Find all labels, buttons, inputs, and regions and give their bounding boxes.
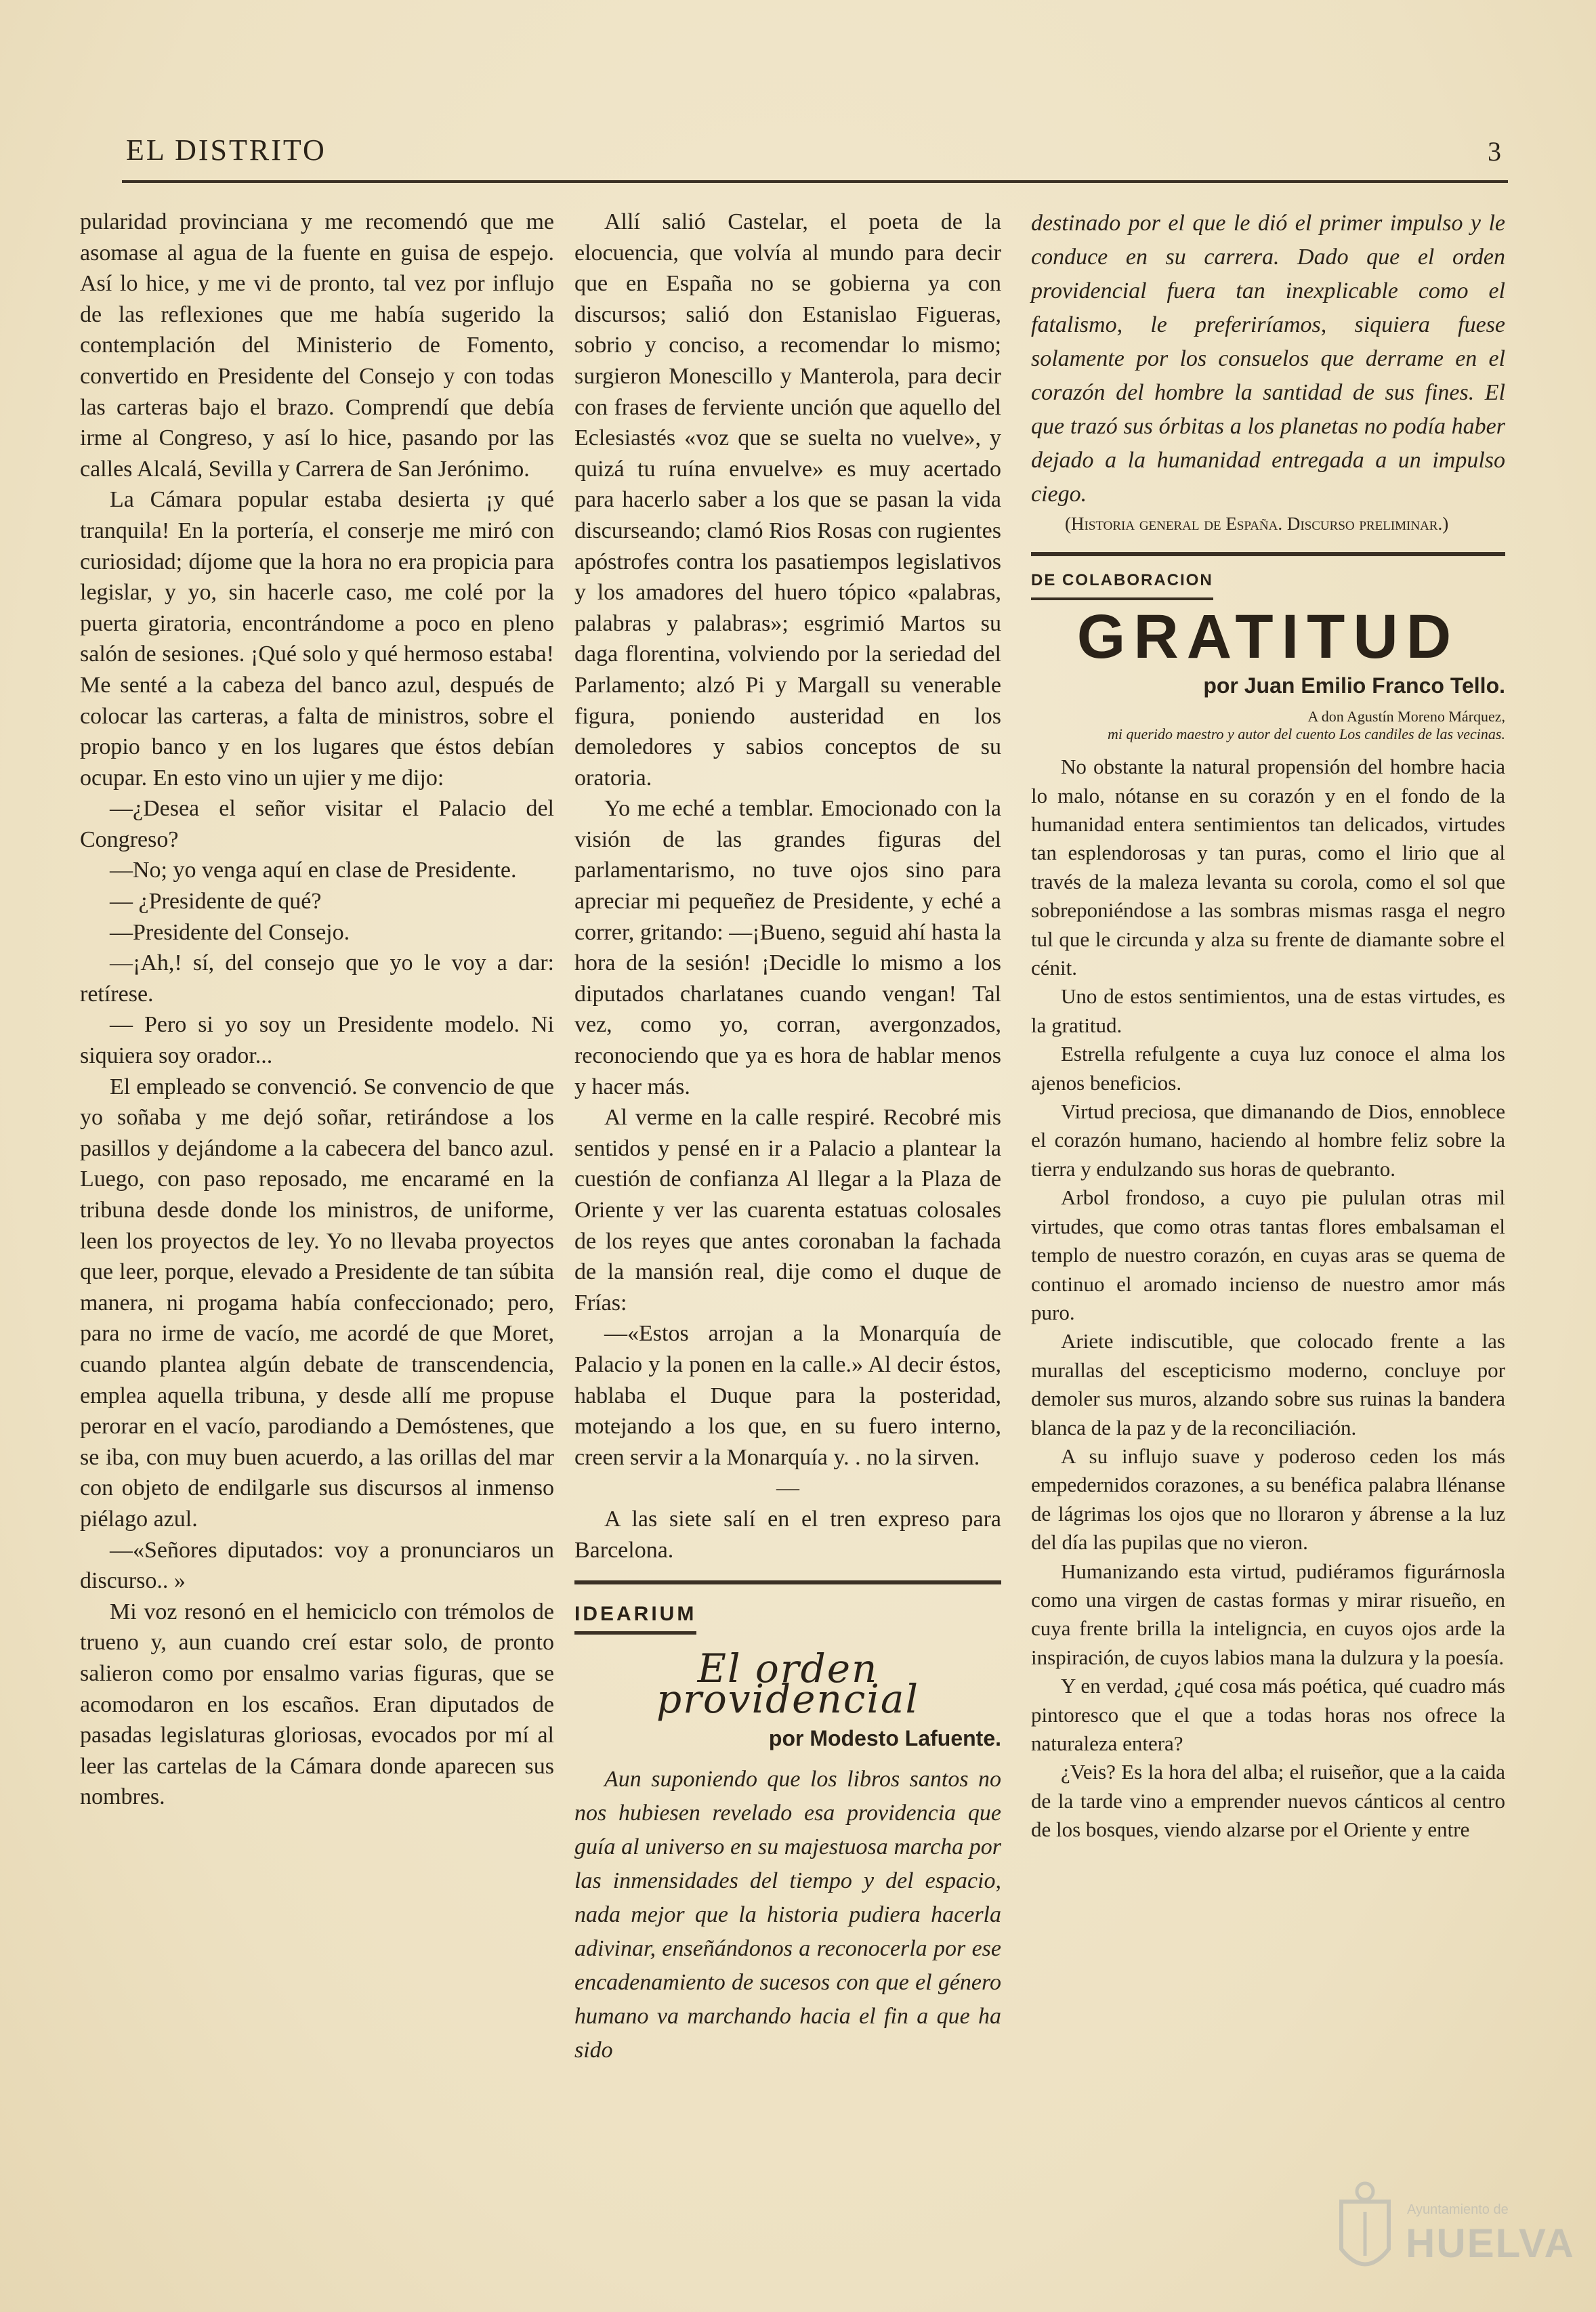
dialogue-line: —«Señores diputados: voy a pronunciaros un discurso.. » <box>80 1537 554 1594</box>
paragraph: A su influjo suave y poderoso ceden los más empedernidos corazones, a su benéfica palabra llénanse de lágrimas los ojos que no lloraron y ábrense a la luz del día las pupilas que no vieron. <box>1031 1444 1505 1555</box>
paragraph: pularidad provinciana y me recomendó que me asomase al agua de la fuente en guisa de espejo. Así lo hice, y me vi de pronto, tal vez por influjo de las reflexiones que me había sugerido la contemplación del Ministerio de Fomento, convertido en Presidente del Consejo y con todas las carteras bajo el brazo. Comprendí que debía irme al Congreso, y así lo hice, pasando por las calles Alcalá, Sevilla y Carrera de San Jerónimo. <box>80 209 554 482</box>
paragraph: A las siete salí en el tren expreso para Barcelona. <box>574 1506 1001 1563</box>
article-title: El orden providencial <box>656 1645 920 1723</box>
watermark-subtitle: Ayuntamiento de <box>1407 2202 1509 2217</box>
dedication-line: mi querido maestro y autor del cuento Los candiles de las vecinas. <box>1108 726 1505 743</box>
dedication <box>1031 708 1505 743</box>
dialogue-line: — Pero si yo soy un Presidente modelo. Ni siquiera soy orador... <box>80 1012 554 1069</box>
dialogue-line: —No; yo venga aquí en clase de Presidente. <box>110 858 517 883</box>
separator-dash: — <box>776 1475 799 1501</box>
page-number: 3 <box>1488 136 1501 167</box>
paragraph: Mi voz resonó en el hemiciclo con trémolos de trueno y, aun cuando creí estar solo, de pronto salieron como por ensalmo varias figuras, que se acomodaron en los escaños. Eran diputados de pasadas legislaturas gloriosas, evocados por mí al leer las cartelas de la Cámara donde aparecen sus nombres. <box>80 1599 554 1810</box>
article-title: GRATITUD <box>1076 602 1460 671</box>
dialogue-line: —Presidente del Consejo. <box>110 919 350 945</box>
article-byline: por Juan Emilio Franco Tello. <box>1203 673 1505 698</box>
section-rule <box>1031 552 1505 556</box>
paragraph: Al verme en la calle respiré. Recobré mis sentidos y pensé en ir a Palacio a plantear la cuestión de confianza Al llegar a la Plaza de Oriente y ver las cuarenta estatuas colosales de los reyes que antes coronaban la fachada de la mansión real, dije como el duque de Frías: <box>574 1105 1001 1316</box>
section-rule <box>574 1580 1001 1584</box>
paragraph: No obstante la natural propensión del hombre hacia lo malo, nótanse en su corazón y en el fondo de la humanidad entera sentimientos tan delicados, virtudes tan esplendorosas y tan puras, como el lirio que al través de la maleza levanta su corola, como el sol que sobreponiéndose a las sombras mismas rasga el negro tul que le circunda y alza su frente de diamante sobre el cénit. <box>1031 755 1505 980</box>
running-head <box>126 133 1501 176</box>
column-3 <box>1031 207 1505 1845</box>
paragraph: Uno de estos sentimientos, una de estas virtudes, es la gratitud. <box>1031 984 1505 1037</box>
paragraph: Allí salió Castelar, el poeta de la elocuencia, que volvía al mundo para decir que en España no se gobierna ya con discursos; salió don Estanislao Figueras, sobrio y conciso, a recomendar lo mismo; surgieron Monescillo y Manterola, para decir con frases de ferviente unción que aquello del Eclesiastés «voz que se suelta no vuelve», y quizá tu ruína envuelve» es muy acertado para hacerlo saber a los que se pasan la vida discurseando; clamó Rios Rosas con rugientes apóstrofes contra los pasatiempos legislativos y los amadores del huero tópico «palabras, palabras y palabras»; esgrimió Martos su daga florentina, volviendo por la seriedad del Parlamento; alzó Pi y Margall su venerable figura, poniendo austeridad en los demoledores y sabios conceptos de su oratoria. <box>574 209 1001 791</box>
dedication-line: A don Agustín Moreno Márquez, <box>1307 708 1505 726</box>
paragraph: Y en verdad, ¿qué cosa más poética, qué cuadro más pintoresco que el que a todas horas nos ofrece la naturaleza entera? <box>1031 1674 1505 1755</box>
dialogue-line: —¿Desea el señor visitar el Palacio del Congreso? <box>80 796 554 852</box>
paragraph: Arbol frondoso, a cuyo pie pululan otras mil virtudes, que como otras tantas flores embalsaman el templo de nuestro corazón, en cuyas aras se quema de continuo el aromado incienso de nuestro amor más puro. <box>1031 1185 1505 1324</box>
quote-citation: (Historia general de España. Discurso preliminar.) <box>1065 513 1449 534</box>
column-2 <box>574 207 1001 2067</box>
archive-watermark <box>1331 2178 1575 2293</box>
watermark-city: HUELVA <box>1406 2221 1575 2266</box>
paper-name: EL DISTRITO <box>126 133 327 167</box>
section-tag-colaboracion: DE COLABORACION <box>1031 565 1213 600</box>
paragraph: La Cámara popular estaba desierta ¡y qué tranquila! En la portería, el conserje me miró con curiosidad; díjome que la hora no era propicia para legislar, y yo, sin hacerle caso, me colé por la puerta giratoria, encontrándome a poco en pleno salón de sesiones. ¡Qué solo y qué hermoso estaba! Me senté a la cabeza del banco azul, después de colocar las carteras, a falta de ministros, sobre el propio banco y en los lugares que éstos debían ocupar. En esto vino un ujier y me dijo: <box>80 487 554 791</box>
article-body <box>1031 753 1505 1844</box>
paragraph: Virtud preciosa, que dimanando de Dios, ennoblece el corazón humano, haciendo al hombre feliz sobre la tierra y endulzando sus horas de quebranto. <box>1031 1099 1505 1181</box>
paragraph: —«Estos arrojan a la Monarquía de Palacio y la ponen en la calle.» Al decir éstos, hablaba el Duque para la posteridad, motejando a los que, en su fuero interno, creen servir a la Monarquía y. . no la sirven. <box>574 1321 1001 1470</box>
header-rule <box>122 180 1508 183</box>
section-tag-idearium: IDEARIUM <box>574 1599 696 1635</box>
paragraph: El empleado se convenció. Se convencio de que yo soñaba y me dejó soñar, retirándose a los pasillos y dejándome a la cabecera del banco azul. Luego, con paso reposado, me encaramé en la tribuna desde donde los ministros, de uniforme, leen los proyectos de ley. Yo no llevaba proyectos que leer, porque, elevado a Presidente de tan súbita manera, ni progama había confeccionado; pero, para no irme de vacío, me acordé de que Moret, cuando plantea algún debate de transcendencia, emplea aquella tribuna, y desde allí me propuse perorar en el vacío, parodiando a Demóstenes, que se iba, con muy buen acuerdo, a las orillas del mar con objeto de endilgarle sus discursos al inmenso piélago azul. <box>80 1074 554 1532</box>
paragraph: Yo me eché a temblar. Emocionado con la visión de las grandes figuras del parlamentarismo, no tuve ojos sino para apreciar mi pequeñez de Presidente, y eché a correr, gritando: —¡Bueno, seguid ahí hasta la hora de la sesión! ¡Decidle lo mismo a los diputados charlatanes cuando vengan! Tal vez, como yo, corran, avergonzados, reconociendo que ya es hora de hablar menos y hacer más. <box>574 796 1001 1099</box>
article-byline: por Modesto Lafuente. <box>768 1725 1001 1750</box>
paragraph: ¿Veis? Es la hora del alba; el ruiseñor, que a la caida de la tarde vino a emprender nuevos cánticos al centro de los bosques, viendo alzarse por el Oriente y entre <box>1031 1760 1505 1842</box>
paragraph: Ariete indiscutible, que colocado frente a las murallas del escepticismo moderno, concluye por demoler sus muros, alzando sobre sus ruinas la bandera blanca de la paz y de la reconciliación. <box>1031 1329 1505 1439</box>
quote-text: Aun suponiendo que los libros santos no nos hubiesen revelado esa providencia que guía al universo en su majestuosa marcha por las inmensidades del tiempo y del espacio, nada mejor que la historia pudiera hacerla adivinar, enseñándonos a reconocerla por ese encadenamiento de sucesos con que el género humano va marchando hacia el fin a que ha sido <box>574 1766 1001 2063</box>
quote-continuation: destinado por el que le dió el primer impulso y le conduce en su carrera. Dado que el orden providencial fuera tan inexplicable como el fatalismo, le preferiríamos, siquiera fuese solamente por los consuelos que derrame en el corazón del hombre la santidad de sus fines. El que trazó sus órbitas a los planetas no podía haber dejado a la humanidad entregada a un impulso ciego. <box>1031 211 1505 507</box>
paragraph: Estrella refulgente a cuya luz conoce el alma los ajenos beneficios. <box>1031 1042 1505 1095</box>
paragraph: Humanizando esta virtud, pudiéramos figurárnosla como una virgen de castas formas y mirar risueño, en cuya frente brilla la inteligncia, en cuyos ojos arde la inspiración, de cuyos labios mana la dulzura y la poesía. <box>1031 1559 1505 1669</box>
dialogue-line: — ¿Presidente de qué? <box>110 889 322 915</box>
column-1 <box>80 207 554 1813</box>
dialogue-line: —¡Ah,! sí, del consejo que yo le voy a dar: retírese. <box>80 950 554 1007</box>
coat-of-arms-icon <box>1335 2181 1395 2283</box>
